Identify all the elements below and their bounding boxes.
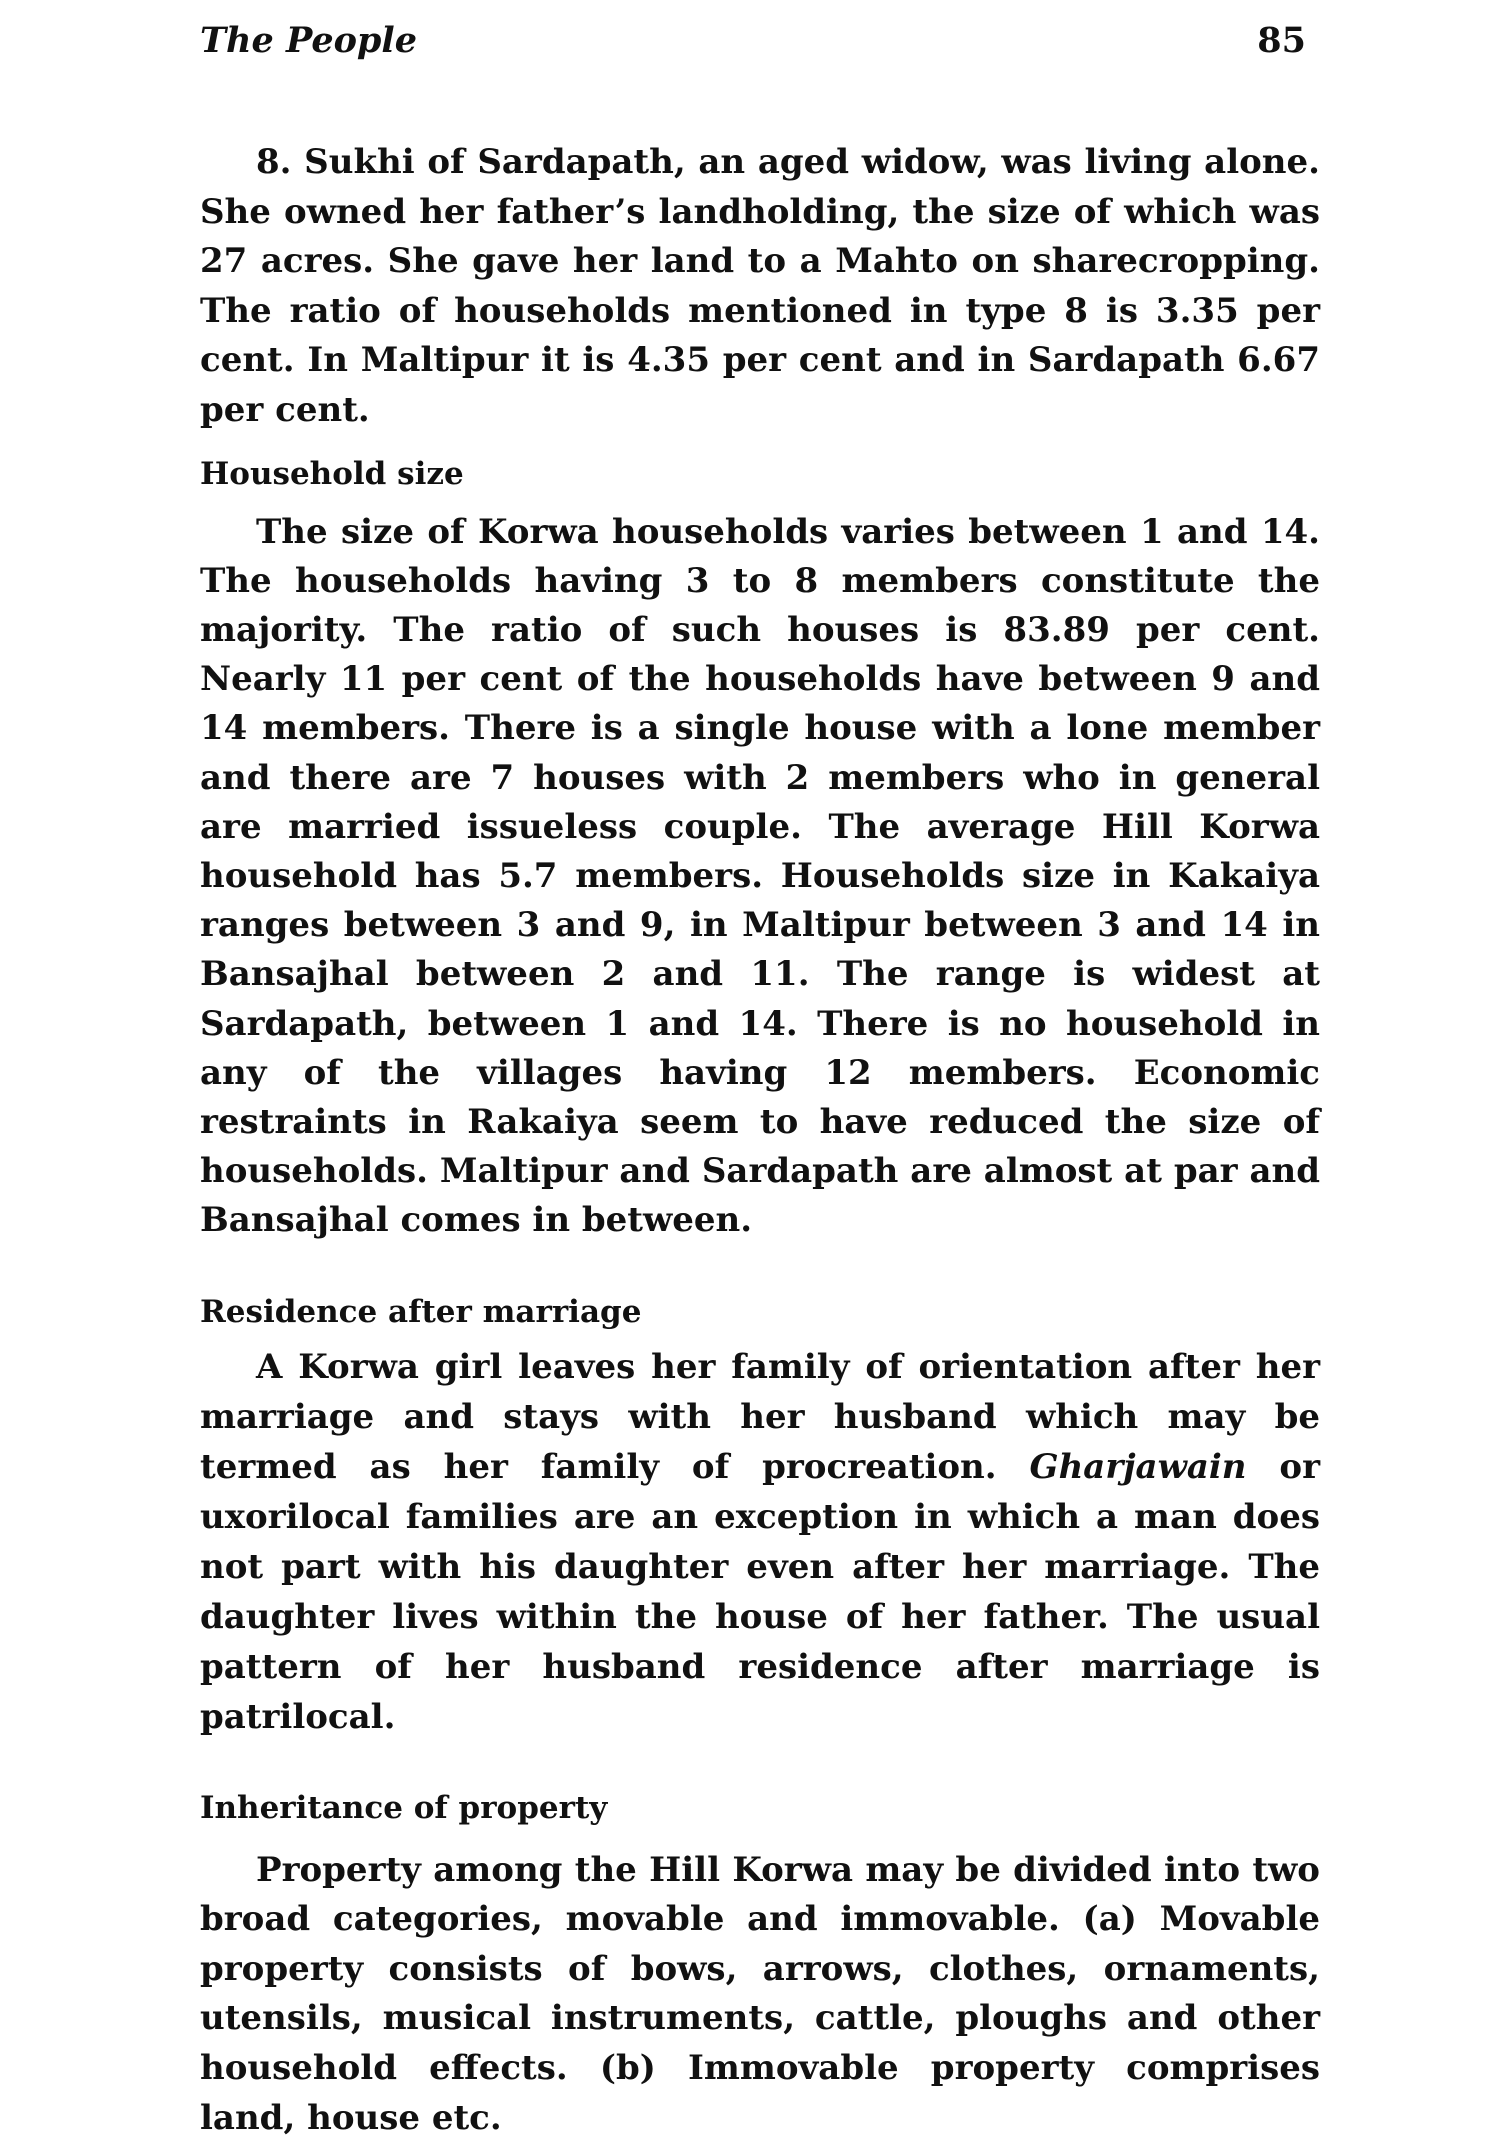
heading-residence-after-marriage: Residence after marriage <box>200 1293 642 1330</box>
running-title: The People <box>200 20 417 61</box>
gharjawain-term: Gharjawain <box>1029 1446 1247 1487</box>
paragraph-household-size: The size of Korwa households varies between 1 and 14. The households having 3 to 8 members constitute the majority. The ratio of such houses is 83.89 per cent. Nearly 11 per cent of the households have between 9 and 14 members. There is a single house with a lone member and there are 7 houses with 2 members who in general are married issueless couple. The average Hill Korwa household has 5.7 members. Households size in Kakaiya ranges between 3 and 9, in Maltipur between 3 and 14 in Bansajhal between 2 and 11. The range is widest at Sardapath, between 1 and 14. There is no household in any of the villages having 12 members. Economic restraints in Rakaiya seem to have reduced the size of households. Maltipur and Sardapath are almost at par and Bansajhal comes in between. <box>200 511 1320 1241</box>
running-header <box>200 20 1320 70</box>
heading-household-size: Household size <box>200 455 464 492</box>
paragraph-residence-after-marriage <box>200 1342 1320 1742</box>
book-page <box>200 20 1320 2143</box>
paragraph-inheritance-of-property: Property among the Hill Korwa may be divided into two broad categories, movable and immovable. (a) Movable property consists of bows, arrows, clothes, ornaments, utensils, musical instruments, cattle, ploughs and other household effects. (b) Immovable property comprises land, house etc. <box>200 1849 1320 2138</box>
paragraph-item-8: 8. Sukhi of Sardapath, an aged widow, was living alone. She owned her father’s landholding, the size of which was 27 acres. She gave her land to a Mahto on sharecropping. The ratio of households mentioned in type 8 is 3.35 per cent. In Maltipur it is 4.35 per cent and in Sardapath 6.67 per cent. <box>200 142 1320 430</box>
page-number: 85 <box>1257 20 1306 61</box>
residence-text-after: or uxorilocal families are an exception in which a man does not part with his daughter even after her marriage. The daughter lives within the house of her father. The usual pattern of her husband residence after marriage is patrilocal. <box>200 1446 1320 1737</box>
residence-text-before: A Korwa girl leaves her family of orientation after her marriage and stays with her husband which may be termed as her family of procreation. <box>200 1346 1320 1487</box>
heading-inheritance-of-property: Inheritance of property <box>200 1789 608 1826</box>
